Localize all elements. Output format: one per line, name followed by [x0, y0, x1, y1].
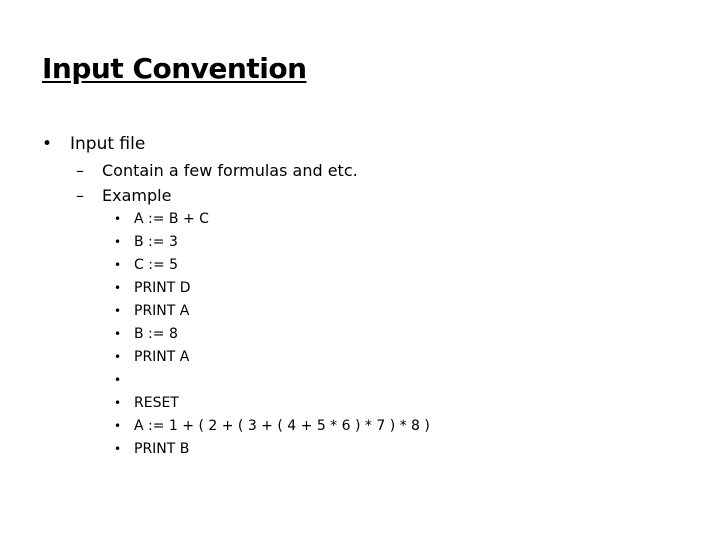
bullet-icon: •	[114, 212, 122, 226]
bullet-icon: •	[114, 258, 122, 272]
example-text: B := 8	[134, 326, 178, 342]
bullet-icon: •	[114, 373, 122, 387]
example-text: PRINT D	[134, 280, 191, 296]
bullet-icon: •	[42, 134, 53, 154]
bullet-icon: •	[114, 327, 122, 341]
example-line	[114, 277, 430, 300]
example-text: RESET	[134, 395, 179, 411]
bullet-input-file	[42, 134, 145, 154]
example-text: PRINT A	[134, 303, 190, 319]
sub-item-text: Contain a few formulas and etc.	[102, 161, 358, 180]
example-text: C := 5	[134, 257, 179, 273]
bullet-icon: •	[114, 281, 122, 295]
example-line	[114, 346, 430, 369]
example-line	[114, 254, 430, 277]
example-line	[114, 438, 430, 461]
slide-title: Input Convention	[42, 52, 307, 85]
example-text: PRINT A	[134, 349, 190, 365]
example-text: B := 3	[134, 234, 178, 250]
bullet-icon: •	[114, 442, 122, 456]
example-line	[114, 300, 430, 323]
example-line	[114, 392, 430, 415]
example-line	[114, 415, 430, 438]
bullet-icon: •	[114, 396, 122, 410]
example-text: A := B + C	[134, 211, 209, 227]
example-list	[114, 208, 430, 461]
sub-item-example	[76, 186, 171, 205]
example-line	[114, 208, 430, 231]
bullet-icon: •	[114, 235, 122, 249]
sub-item-text: Example	[102, 186, 172, 205]
dash-icon: –	[76, 186, 84, 205]
example-line	[114, 231, 430, 254]
example-line	[114, 323, 430, 346]
bullet-icon: •	[114, 419, 122, 433]
sub-item-contain	[76, 161, 358, 180]
example-text: PRINT B	[134, 441, 190, 457]
dash-icon: –	[76, 161, 84, 180]
bullet-text: Input file	[70, 134, 146, 154]
example-line	[114, 369, 430, 392]
bullet-icon: •	[114, 350, 122, 364]
example-text: A := 1 + ( 2 + ( 3 + ( 4 + 5 * 6 ) * 7 ) * 8 )	[134, 418, 430, 434]
bullet-icon: •	[114, 304, 122, 318]
